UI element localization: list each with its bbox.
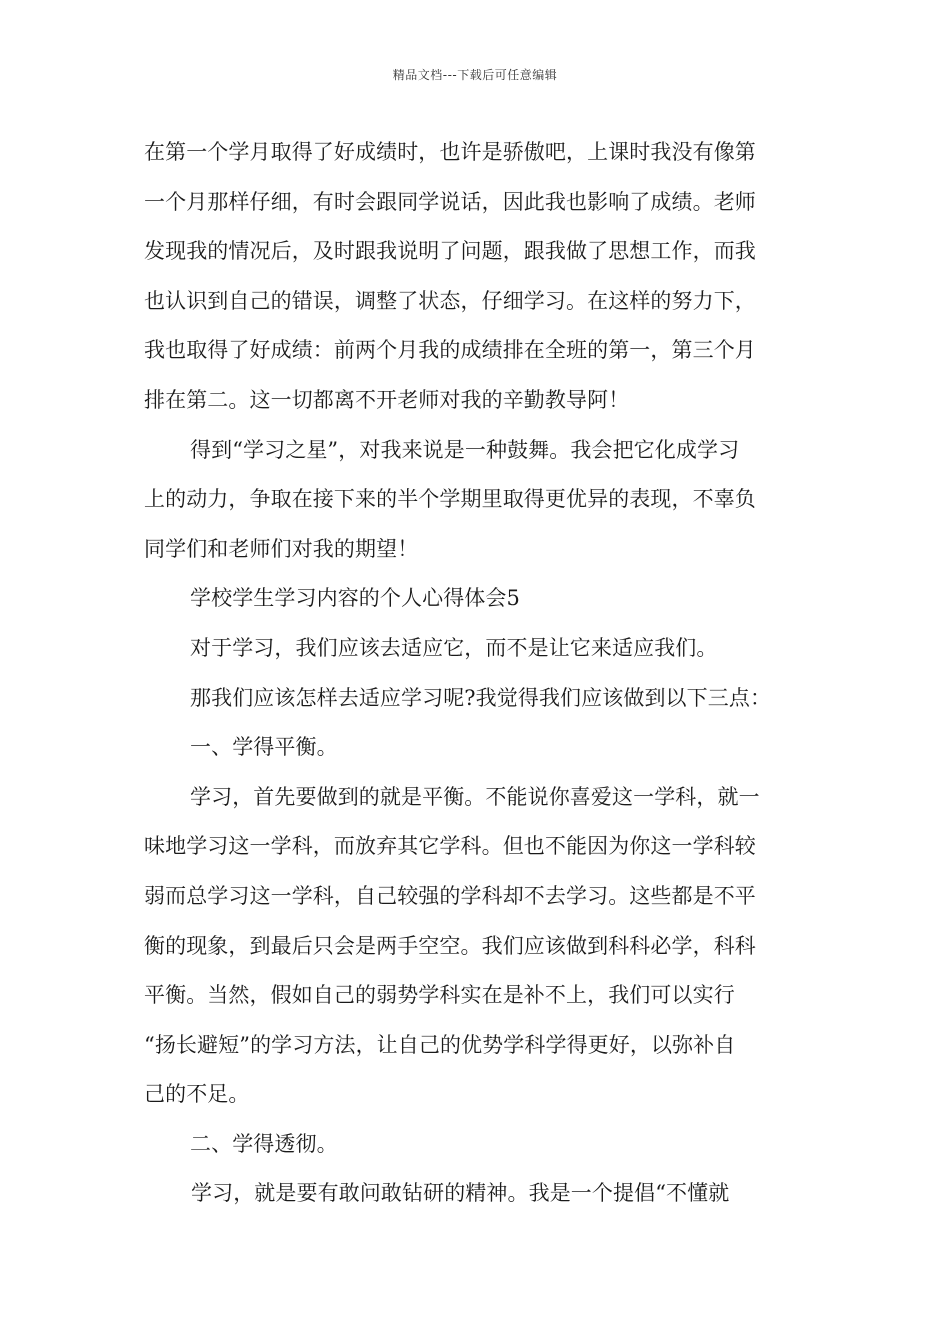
- text-line: 一个月那样仔细，有时会跟同学说话，因此我也影响了成绩。老师: [144, 189, 756, 214]
- paragraph-start-line: 那我们应该怎样去适应学习呢?我觉得我们应该做到以下三点：: [190, 685, 772, 710]
- text-line: 同学们和老师们对我的期望！: [144, 536, 419, 561]
- text-line: 也认识到自己的错误，调整了状态，仔细学习。在这样的努力下，: [144, 288, 756, 313]
- point-heading: 二、学得透彻。: [190, 1131, 338, 1156]
- paragraph-start-line: 对于学习，我们应该去适应它，而不是让它来适应我们。: [190, 635, 718, 660]
- text-line: 衡的现象，到最后只会是两手空空。我们应该做到科科必学，科科: [144, 933, 756, 958]
- page-header: 精品文档---下载后可任意编辑: [392, 68, 558, 82]
- text-line: 味地学习这一学科，而放弃其它学科。但也不能因为你这一学科较: [144, 834, 756, 859]
- text-line: 排在第二。这一切都离不开老师对我的辛勤教导阿！: [144, 387, 630, 412]
- text-line: 己的不足。: [144, 1082, 250, 1107]
- document-body: [144, 128, 808, 1219]
- text-line: 在第一个学月取得了好成绩时，也许是骄傲吧，上课时我没有像第: [144, 140, 756, 164]
- paragraph-start-line: 得到“学习之星”，对我来说是一种鼓舞。我会把它化成学习: [190, 437, 740, 462]
- text-line: “扬长避短”的学习方法，让自己的优势学科学得更好，以弥补自: [144, 1032, 736, 1057]
- text-line: 平衡。当然，假如自己的弱势学科实在是补不上，我们可以实行: [144, 983, 735, 1008]
- text-line: 我也取得了好成绩：前两个月我的成绩排在全班的第一，第三个月: [144, 338, 756, 363]
- paragraph-start-line: 学习，就是要有敢问敢钻研的精神。我是一个提倡“不懂就: [191, 1181, 730, 1206]
- section-title: 学校学生学习内容的个人心得体会5: [190, 586, 520, 611]
- text-line: 弱而总学习这一学科，自己较强的学科却不去学习。这些都是不平: [144, 883, 756, 908]
- text-line: 上的动力，争取在接下来的半个学期里取得更优异的表现，不辜负: [144, 487, 756, 512]
- paragraph-start-line: 学习，首先要做到的就是平衡。不能说你喜爱这一学科，就一: [190, 784, 760, 809]
- text-line: 发现我的情况后，及时跟我说明了问题，跟我做了思想工作，而我: [144, 239, 756, 264]
- point-heading: 一、学得平衡。: [190, 735, 338, 760]
